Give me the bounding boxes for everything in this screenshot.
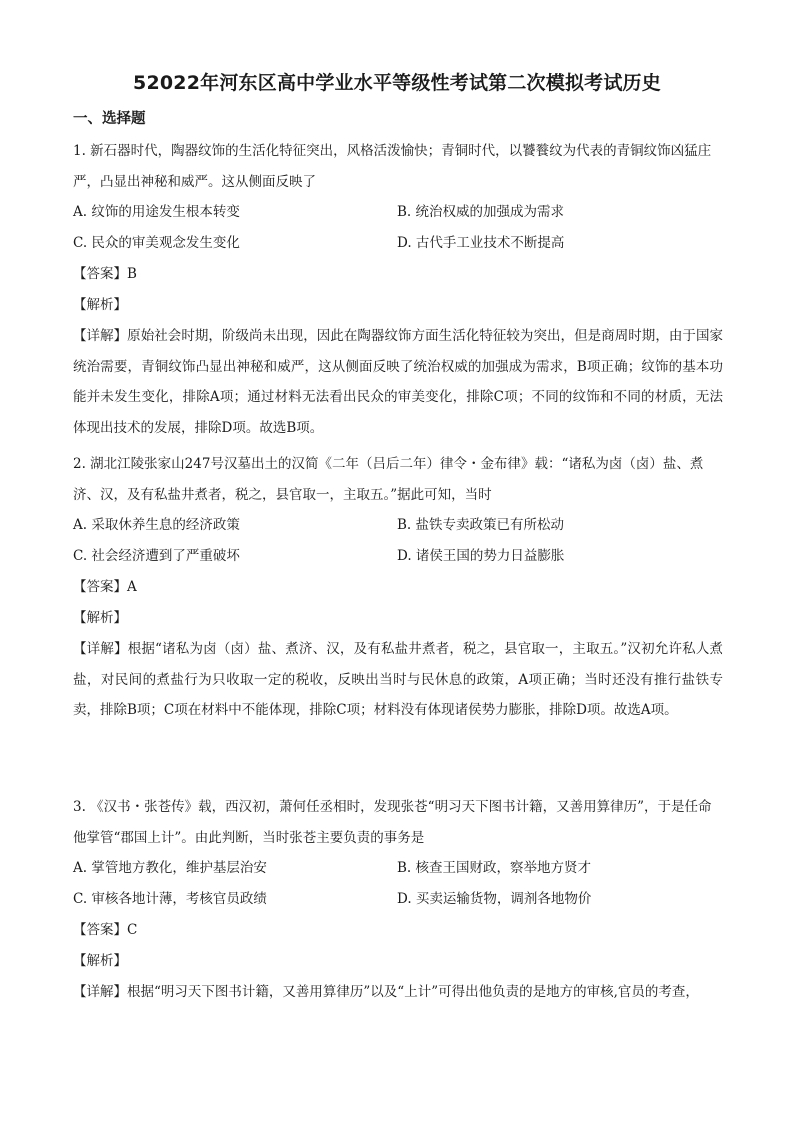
answer-label: 【答案】C [73, 922, 138, 938]
option-c: C. 社会经济遭到了严重破坏 [73, 548, 240, 564]
option-row [73, 884, 723, 915]
option-d: D. 诸侯王国的势力日益膨胀 [397, 548, 565, 564]
question-stem: 1. 新石器时代，陶器纹饰的生活化特征突出，风格活泼愉快；青铜时代，以饕餮纹为代表的青铜纹饰凶猛庄严，凸显出神秘和威严。这从侧面反映了 [73, 143, 712, 190]
question-2 [73, 449, 723, 726]
option-b: B. 核查王国财政，察举地方贤才 [397, 860, 592, 876]
question-stem: 2. 湖北江陵张家山247号汉墓出土的汉简《二年（吕后二年）律令・金布律》载：“诸私为卤（卤）盐、煮济、汉，及有私盐井煮者，税之，县官取一，主取五。”据此可知，当时 [73, 456, 704, 503]
option-d: D. 买卖运输货物，调剂各地物价 [397, 891, 592, 907]
answer-label: 【答案】B [73, 266, 137, 282]
exam-title: 52022年河东区高中学业水平等级性考试第二次模拟考试历史 [133, 72, 661, 94]
question-3 [73, 792, 723, 1008]
analysis-label: 【解析】 [73, 297, 127, 313]
option-a: A. 采取休养生息的经济政策 [73, 517, 240, 533]
question-1 [73, 136, 723, 443]
option-a: A. 掌管地方教化，维护基层治安 [73, 860, 267, 876]
option-row [73, 510, 723, 541]
option-c: C. 民众的审美观念发生变化 [73, 235, 240, 251]
section-heading: 一、选择题 [73, 111, 146, 127]
analysis-label: 【解析】 [73, 610, 127, 626]
option-row [73, 197, 723, 228]
question-stem: 3. 《汉书・张苍传》载，西汉初，萧何任丞相时，发现张苍“明习天下图书计籍，又善用算律历”，于是任命他掌管“郡国上计”。由此判断，当时张苍主要负责的事务是 [73, 799, 712, 846]
option-c: C. 审核各地计薄，考核官员政绩 [73, 891, 267, 907]
option-b: B. 盐铁专卖政策已有所松动 [397, 517, 565, 533]
analysis-label: 【解析】 [73, 953, 127, 969]
answer-label: 【答案】A [73, 579, 137, 595]
option-row [73, 228, 723, 259]
detailed-explanation: 【详解】根据“明习天下图书计籍，又善用算律历”以及“上计”可得出他负责的是地方的审核,官员的考查， [73, 984, 699, 1000]
option-b: B. 统治权威的加强成为需求 [397, 204, 565, 220]
detailed-explanation: 【详解】根据“诸私为卤（卤）盐、煮济、汉，及有私盐井煮者，税之，县官取一，主取五。”汉初允许私人煮盐，对民间的煮盐行为只收取一定的税收，反映出当时与民休息的政策，A项正确；当时还没有推行盐铁专卖，排除B项；C项在材料中不能体现，排除C项；材料没有体现诸侯势力膨胀，排除D项。故选A项。 [73, 641, 723, 718]
option-a: A. 纹饰的用途发生根本转变 [73, 204, 240, 220]
detailed-explanation: 【详解】原始社会时期，阶级尚未出现，因此在陶器纹饰方面生活化特征较为突出，但是商周时期，由于国家统治需要，青铜纹饰凸显出神秘和威严，这从侧面反映了统治权威的加强成为需求，B项正确；纹饰的基本功能并未发生变化，排除A项；通过材料无法看出民众的审美变化，排除C项；不同的纹饰和不同的材质，无法体现出技术的发展，排除D项。故选B项。 [73, 328, 723, 436]
option-row [73, 853, 723, 884]
option-d: D. 古代手工业技术不断提高 [397, 235, 565, 251]
option-row [73, 541, 723, 572]
